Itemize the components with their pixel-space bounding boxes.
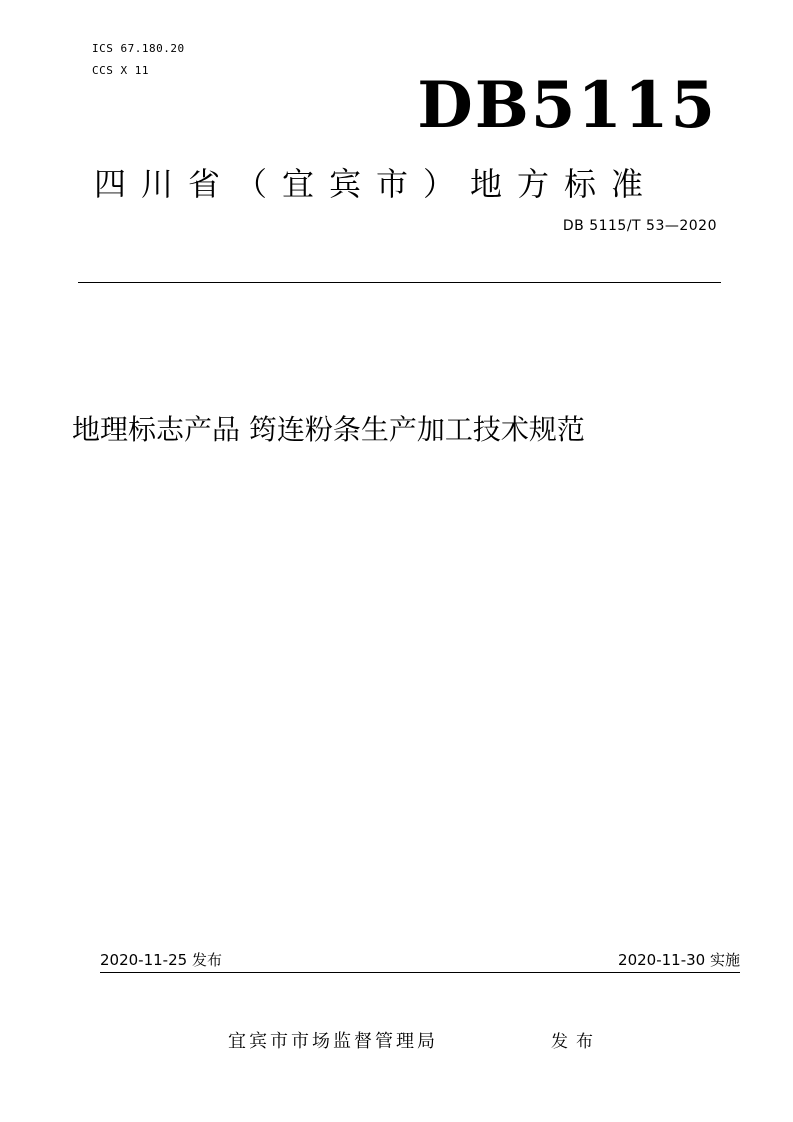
standard-number: DB 5115/T 53—2020 [562,218,717,234]
document-title: 地理标志产品 筠连粉条生产加工技术规范 [72,413,585,446]
standard-code: DB5115 [417,68,717,143]
implementation-date: 2020-11-30 实施 [618,951,740,969]
publisher-name: 宜宾市市场监督管理局 [228,1031,438,1052]
issue-date: 2020-11-25 发布 [100,951,222,969]
publish-label: 发布 [551,1032,601,1052]
ccs-code: CCS X 11 [92,64,149,77]
header-divider [78,282,721,283]
ics-code: ICS 67.180.20 [92,42,185,55]
standard-type: 四川省（宜宾市）地方标准 [94,165,659,203]
date-row [100,948,740,973]
